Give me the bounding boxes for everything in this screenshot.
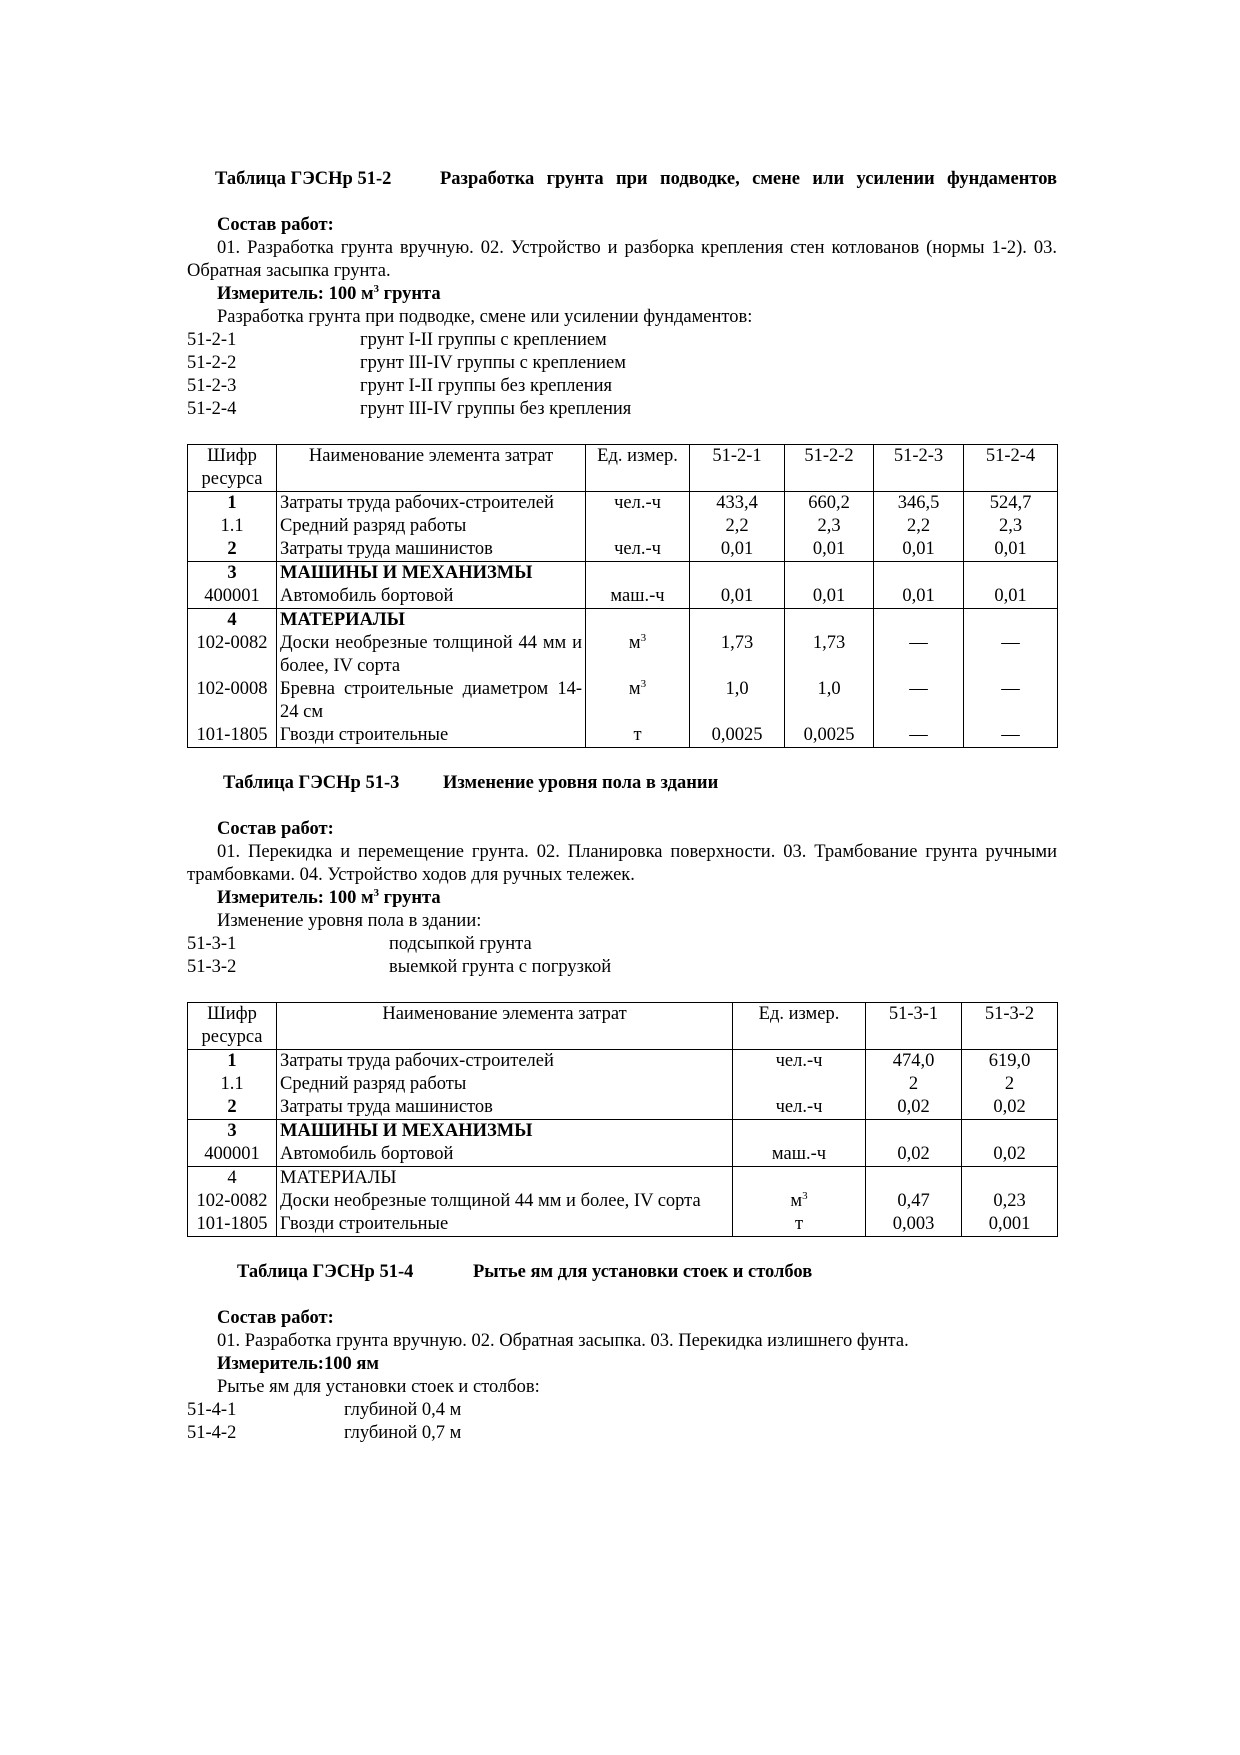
cell-code: 1.1 — [188, 1073, 277, 1096]
cell-value: 1,73 — [785, 632, 874, 678]
code-desc: грунт I-II группы без крепления — [360, 376, 613, 396]
cell-name: Гвозди строительные — [277, 724, 586, 748]
code-item — [187, 1399, 1057, 1422]
code-item — [187, 398, 1057, 421]
sostav-label: Состав работ: — [217, 215, 334, 235]
cell-value: 2,3 — [785, 515, 874, 538]
cell-value: 2 — [962, 1073, 1058, 1096]
izmeritel-tail: грунта — [379, 284, 441, 304]
cell-name: МАШИНЫ И МЕХАНИЗМЫ — [277, 562, 586, 586]
izmeritel: Измеритель:100 ям — [217, 1354, 379, 1374]
table-title — [440, 168, 1057, 191]
cell-value: — — [874, 678, 964, 724]
cell-unit: маш.-ч — [586, 585, 690, 609]
cell-value: 0,02 — [866, 1096, 962, 1120]
cell-name: Автомобиль бортовой — [277, 1143, 733, 1167]
table-title: Изменение уровня пола в здании — [443, 773, 719, 793]
code-desc: грунт III-IV группы с креплением — [360, 353, 626, 373]
cell-value: 660,2 — [785, 492, 874, 516]
cell-unit: т — [733, 1213, 866, 1237]
cell-code: 102-0008 — [188, 678, 277, 724]
header-cell: 51-2-3 — [874, 445, 964, 492]
cell-value: 0,01 — [964, 538, 1058, 562]
cell-code: 101-1805 — [188, 724, 277, 748]
unit-sup: 3 — [802, 1190, 808, 1202]
code-item — [187, 329, 1057, 352]
table-row — [188, 492, 1058, 516]
document-page — [187, 168, 1057, 1445]
sostav-text: 01. Перекидка и перемещение грунта. 02. Планировка поверхности. 03. Трамбование грунта ручными трамбовками. 04. Устройство ходов для ручных тележек. — [187, 842, 1057, 885]
cell-name: Доски необрезные толщиной 44 мм и более, IV сорта — [277, 632, 586, 678]
cell-value: — — [874, 724, 964, 748]
code: 51-2-3 — [187, 376, 237, 396]
cell-value: 2,2 — [690, 515, 785, 538]
code: 51-3-2 — [187, 957, 237, 977]
code: 51-2-2 — [187, 353, 237, 373]
cell-unit: чел.-ч — [586, 492, 690, 516]
table-row — [188, 1050, 1058, 1074]
code-item — [187, 933, 1057, 956]
cell-name: Затраты труда рабочих-строителей — [277, 1050, 733, 1074]
table-label: Таблица ГЭСНр 51-3 — [223, 773, 400, 793]
cell-value: 0,01 — [874, 538, 964, 562]
code-list — [187, 933, 1057, 979]
table-row — [188, 1073, 1058, 1096]
table-row — [188, 1190, 1058, 1213]
izmeritel-text: Измеритель: 100 м — [217, 888, 374, 908]
code-desc: грунт I-II группы с креплением — [360, 330, 607, 350]
table-51-2-heading — [187, 168, 1057, 191]
code-item — [187, 375, 1057, 398]
table-51-4-heading — [187, 1261, 1057, 1284]
header-cell: Наименование элемента затрат — [277, 445, 586, 492]
cell-code: 1.1 — [188, 515, 277, 538]
header-cell: Наименование элемента затрат — [277, 1003, 733, 1050]
cell-code: 400001 — [188, 585, 277, 609]
unit-text: м — [628, 633, 641, 653]
cell-value: 0,02 — [962, 1143, 1058, 1167]
cell-name: Доски необрезные толщиной 44 мм и более, IV сорта — [277, 1190, 733, 1213]
cell-value: — — [874, 632, 964, 678]
cell-value: 0,23 — [962, 1190, 1058, 1213]
code: 51-4-1 — [187, 1400, 237, 1420]
header-cell: 51-2-4 — [964, 445, 1058, 492]
cell-code: 3 — [188, 1120, 277, 1144]
unit-text: м — [790, 1191, 803, 1211]
cell-value: — — [964, 678, 1058, 724]
code-item — [187, 956, 1057, 979]
cell-name: Затраты труда рабочих-строителей — [277, 492, 586, 516]
cell-value: 524,7 — [964, 492, 1058, 516]
table-51-3 — [187, 1002, 1058, 1237]
cell-code: 1 — [188, 492, 277, 516]
table-row — [188, 1096, 1058, 1120]
cell-code: 3 — [188, 562, 277, 586]
code-list — [187, 1399, 1057, 1445]
table-label: Таблица ГЭСНр 51-2 — [215, 169, 392, 189]
cell-code: 102-0082 — [188, 1190, 277, 1213]
cell-value: 474,0 — [866, 1050, 962, 1074]
cell-name: Затраты труда машинистов — [277, 538, 586, 562]
cell-value: 0,02 — [866, 1143, 962, 1167]
table-row — [188, 538, 1058, 562]
table-header-row — [188, 1003, 1058, 1050]
cell-code: 1 — [188, 1050, 277, 1074]
cell-value: 0,0025 — [785, 724, 874, 748]
cell-value: 346,5 — [874, 492, 964, 516]
sostav-label: Состав работ: — [217, 819, 334, 839]
cell-unit: т — [586, 724, 690, 748]
cell-value: 0,01 — [690, 538, 785, 562]
cell-unit — [586, 515, 690, 538]
cell-name: Автомобиль бортовой — [277, 585, 586, 609]
cell-value: 2 — [866, 1073, 962, 1096]
cell-name: МАТЕРИАЛЫ — [277, 609, 586, 633]
cell-unit — [733, 1190, 866, 1213]
code-list — [187, 329, 1057, 421]
table-row — [188, 609, 1058, 633]
cell-code: 2 — [188, 1096, 277, 1120]
table-row — [188, 1120, 1058, 1144]
table-51-3-heading — [187, 772, 1057, 795]
table-header-row — [188, 445, 1058, 492]
cell-unit — [586, 678, 690, 724]
cell-code: 400001 — [188, 1143, 277, 1167]
cell-name: Средний разряд работы — [277, 515, 586, 538]
cell-unit — [733, 1073, 866, 1096]
code: 51-4-2 — [187, 1423, 237, 1443]
code-desc: глубиной 0,7 м — [344, 1423, 462, 1443]
table-51-2 — [187, 444, 1058, 748]
table-row — [188, 724, 1058, 748]
unit-sup: 3 — [640, 632, 647, 644]
cell-value: 0,01 — [785, 585, 874, 609]
cell-value: — — [964, 632, 1058, 678]
cell-value: 1,73 — [690, 632, 785, 678]
code-item — [187, 1422, 1057, 1445]
table-row — [188, 1167, 1058, 1191]
cell-unit: чел.-ч — [733, 1096, 866, 1120]
cell-value: 0,01 — [785, 538, 874, 562]
unit-sup: 3 — [640, 678, 647, 690]
header-cell: Ед. измер. — [586, 445, 690, 492]
cell-value: 0,0025 — [690, 724, 785, 748]
unit-text: м — [628, 679, 641, 699]
cell-unit: чел.-ч — [586, 538, 690, 562]
cell-name: МАШИНЫ И МЕХАНИЗМЫ — [277, 1120, 733, 1144]
table-row — [188, 1143, 1058, 1167]
sostav-text: 01. Разработка грунта вручную. 02. Обратная засыпка. 03. Перекидка излишнего фунта. — [217, 1331, 909, 1351]
code-desc: глубиной 0,4 м — [344, 1400, 462, 1420]
cell-value: 2,3 — [964, 515, 1058, 538]
cell-value: 0,02 — [962, 1096, 1058, 1120]
intro-text: Разработка грунта при подводке, смене или усилении фундаментов: — [217, 307, 753, 327]
izmeritel-text: Измеритель: 100 м — [217, 284, 374, 304]
table-row — [188, 515, 1058, 538]
table-title-text: Разработка грунта при подводке, смене или усилении фундаментов — [440, 169, 1057, 189]
header-cell: Шифр ресурса — [188, 1003, 277, 1050]
cell-value: 1,0 — [785, 678, 874, 724]
cell-name: Средний разряд работы — [277, 1073, 733, 1096]
izmeritel — [187, 283, 1057, 306]
cell-name: МАТЕРИАЛЫ — [277, 1167, 733, 1191]
cell-code: 4 — [188, 1167, 277, 1191]
cell-value: 0,01 — [690, 585, 785, 609]
cell-code: 102-0082 — [188, 632, 277, 678]
code: 51-2-1 — [187, 330, 237, 350]
code-desc: выемкой грунта с погрузкой — [389, 957, 612, 977]
table-row — [188, 1213, 1058, 1237]
header-cell: 51-2-2 — [785, 445, 874, 492]
sostav-text: 01. Разработка грунта вручную. 02. Устройство и разборка крепления стен котлованов (нормы 1-2). 03. Обратная засыпка грунта. — [187, 238, 1057, 281]
table-row — [188, 585, 1058, 609]
table-title: Рытье ям для установки стоек и столбов — [473, 1262, 813, 1282]
cell-value: 0,001 — [962, 1213, 1058, 1237]
cell-value: 0,01 — [964, 585, 1058, 609]
code-desc: подсыпкой грунта — [389, 934, 532, 954]
cell-value: 0,47 — [866, 1190, 962, 1213]
izmeritel — [187, 887, 1057, 910]
code: 51-2-4 — [187, 399, 237, 419]
cell-value: 433,4 — [690, 492, 785, 516]
cell-code: 2 — [188, 538, 277, 562]
cell-value: 619,0 — [962, 1050, 1058, 1074]
cell-value: 0,003 — [866, 1213, 962, 1237]
table-row — [188, 562, 1058, 586]
cell-value: 2,2 — [874, 515, 964, 538]
header-cell: 51-3-2 — [962, 1003, 1058, 1050]
cell-unit — [586, 632, 690, 678]
table-row — [188, 678, 1058, 724]
cell-value: 0,01 — [874, 585, 964, 609]
code: 51-3-1 — [187, 934, 237, 954]
cell-code: 4 — [188, 609, 277, 633]
code-item — [187, 352, 1057, 375]
cell-unit: чел.-ч — [733, 1050, 866, 1074]
izmeritel-tail: грунта — [379, 888, 441, 908]
intro-text: Рытье ям для установки стоек и столбов: — [217, 1377, 540, 1397]
header-cell: Ед. измер. — [733, 1003, 866, 1050]
table-label: Таблица ГЭСНр 51-4 — [237, 1262, 414, 1282]
sostav-label: Состав работ: — [217, 1308, 334, 1328]
header-cell: Шифр ресурса — [188, 445, 277, 492]
cell-name: Гвозди строительные — [277, 1213, 733, 1237]
izmeritel-sup: 3 — [373, 887, 380, 899]
header-cell: 51-3-1 — [866, 1003, 962, 1050]
intro-text: Изменение уровня пола в здании: — [217, 911, 482, 931]
header-cell: 51-2-1 — [690, 445, 785, 492]
cell-code: 101-1805 — [188, 1213, 277, 1237]
izmeritel-sup: 3 — [373, 283, 380, 295]
table-row — [188, 632, 1058, 678]
cell-value: 1,0 — [690, 678, 785, 724]
cell-value: — — [964, 724, 1058, 748]
code-desc: грунт III-IV группы без крепления — [360, 399, 632, 419]
cell-name: Затраты труда машинистов — [277, 1096, 733, 1120]
cell-name: Бревна строительные диаметром 14-24 см — [277, 678, 586, 724]
cell-unit: маш.-ч — [733, 1143, 866, 1167]
